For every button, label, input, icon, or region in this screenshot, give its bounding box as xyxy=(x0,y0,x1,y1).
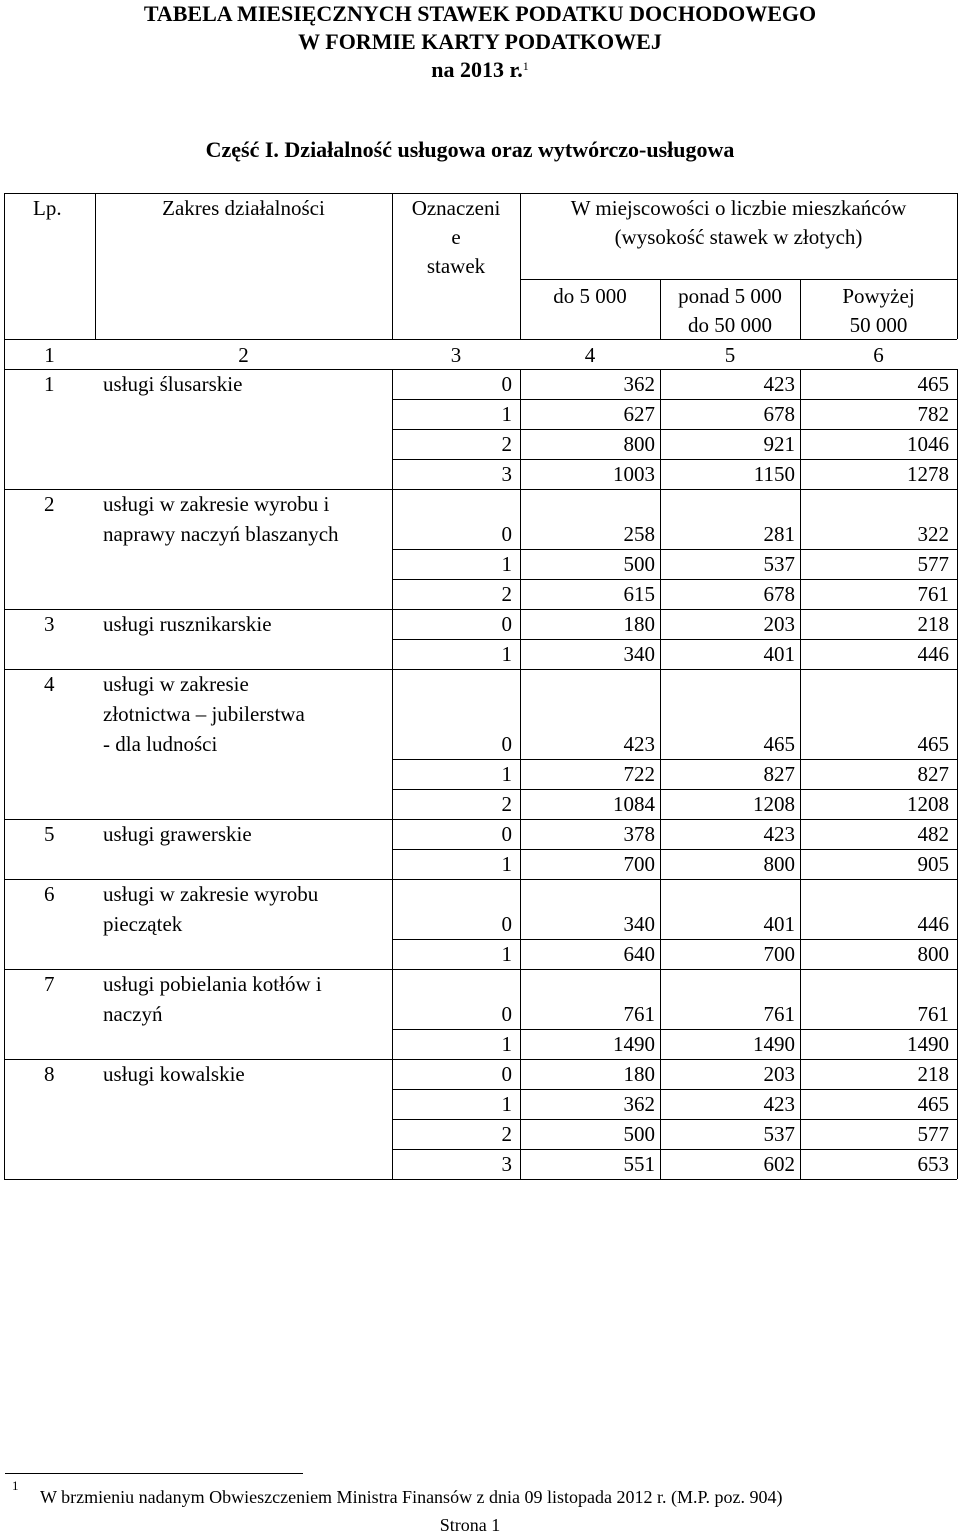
rate-value: 1490 xyxy=(753,1032,795,1056)
header-oznaczenie: e xyxy=(451,225,461,249)
rate-code: 0 xyxy=(501,372,512,396)
activity-name: usługi grawerskie xyxy=(103,822,252,846)
rate-value: 180 xyxy=(623,1062,655,1086)
table-vertical xyxy=(520,193,521,339)
rate-value: 577 xyxy=(917,552,949,576)
table-vertical xyxy=(957,369,958,489)
rate-code: 3 xyxy=(501,1152,512,1176)
table-vertical xyxy=(660,279,661,339)
rate-value: 800 xyxy=(623,432,655,456)
rate-value: 362 xyxy=(623,372,655,396)
row-lp: 4 xyxy=(44,672,55,696)
rate-value: 203 xyxy=(763,1062,795,1086)
table-vertical xyxy=(660,879,661,969)
rate-value: 465 xyxy=(917,1092,949,1116)
table-vertical xyxy=(520,1059,521,1179)
rate-code: 0 xyxy=(501,732,512,756)
rate-value: 1046 xyxy=(907,432,949,456)
table-vertical xyxy=(957,819,958,879)
header-col-b: do 50 000 xyxy=(688,313,772,337)
rate-value: 258 xyxy=(623,522,655,546)
rate-value: 615 xyxy=(623,582,655,606)
page-number: Strona 1 xyxy=(439,1515,501,1535)
rate-value: 921 xyxy=(763,432,795,456)
table-vertical xyxy=(4,1059,5,1179)
header-divider xyxy=(4,339,957,340)
table-vertical xyxy=(4,819,5,879)
title-year: na 2013 r. xyxy=(431,57,523,82)
rate-value: 423 xyxy=(623,732,655,756)
rate-value: 1003 xyxy=(613,462,655,486)
footnote-text: W brzmieniu nadanym Obwieszczeniem Ministra Finansów z dnia 09 listopada 2012 r. (M.P. poz. 904) xyxy=(40,1487,783,1507)
title-line-2: W FORMIE KARTY PODATKOWEJ xyxy=(298,29,662,54)
table-vertical xyxy=(520,609,521,669)
table-vertical xyxy=(800,609,801,669)
activity-name: usługi ślusarskie xyxy=(103,372,243,396)
activity-name: - dla ludności xyxy=(103,732,218,756)
table-vertical xyxy=(4,193,5,369)
table-vertical xyxy=(957,1059,958,1179)
rate-code: 1 xyxy=(501,1032,512,1056)
header-divider xyxy=(520,279,957,280)
header-col-a: do 5 000 xyxy=(553,284,627,308)
rate-code: 1 xyxy=(501,762,512,786)
rate-value: 653 xyxy=(917,1152,949,1176)
table-vertical xyxy=(520,489,521,609)
table-vertical xyxy=(800,819,801,879)
table-vertical xyxy=(4,669,5,819)
rate-value: 465 xyxy=(763,732,795,756)
rate-code: 2 xyxy=(501,432,512,456)
rate-value: 423 xyxy=(763,372,795,396)
header-group: (wysokość stawek w złotych) xyxy=(614,225,863,249)
table-vertical xyxy=(957,669,958,819)
rate-value: 218 xyxy=(917,612,949,636)
activity-name: pieczątek xyxy=(103,912,183,936)
rate-value: 281 xyxy=(763,522,795,546)
header-zakres: Zakres działalności xyxy=(162,196,325,220)
table-vertical xyxy=(4,609,5,669)
header-group: W miejscowości o liczbie mieszkańców xyxy=(570,196,907,220)
activity-name: usługi w zakresie xyxy=(103,672,249,696)
title-line-1: TABELA MIESIĘCZNYCH STAWEK PODATKU DOCHODOWEGO xyxy=(143,1,817,26)
rate-value: 1490 xyxy=(613,1032,655,1056)
table-vertical xyxy=(4,969,5,1059)
rate-value: 340 xyxy=(623,912,655,936)
rate-value: 482 xyxy=(917,822,949,846)
table-vertical xyxy=(95,193,96,339)
table-vertical xyxy=(800,879,801,969)
table-vertical xyxy=(957,489,958,609)
rate-value: 678 xyxy=(763,402,795,426)
rate-value: 678 xyxy=(763,582,795,606)
column-number: 5 xyxy=(724,343,736,367)
header-oznaczenie: stawek xyxy=(426,254,486,278)
column-number: 2 xyxy=(238,343,249,367)
table-vertical xyxy=(660,1059,661,1179)
rate-value: 640 xyxy=(623,942,655,966)
rate-value: 1278 xyxy=(907,462,949,486)
table-vertical xyxy=(660,969,661,1059)
rate-code: 2 xyxy=(501,792,512,816)
table-vertical xyxy=(4,879,5,969)
column-number: 3 xyxy=(450,343,462,367)
rate-value: 800 xyxy=(763,852,795,876)
table-vertical xyxy=(520,879,521,969)
rate-code: 2 xyxy=(501,582,512,606)
table-vertical xyxy=(660,669,661,819)
rate-value: 423 xyxy=(763,822,795,846)
rate-value: 1084 xyxy=(613,792,655,816)
table-vertical xyxy=(392,193,393,339)
header-col-c: Powyżej xyxy=(842,284,915,308)
rate-value: 627 xyxy=(623,402,655,426)
column-number: 4 xyxy=(584,343,596,367)
column-number: 6 xyxy=(873,343,884,367)
rate-value: 362 xyxy=(623,1092,655,1116)
activity-name: usługi w zakresie wyrobu xyxy=(103,882,319,906)
rate-code: 1 xyxy=(501,552,512,576)
header-lp: Lp. xyxy=(33,196,62,220)
rate-value: 577 xyxy=(917,1122,949,1146)
table-vertical xyxy=(520,369,521,489)
header-col-c: 50 000 xyxy=(849,313,908,337)
table-vertical xyxy=(660,369,661,489)
column-number: 1 xyxy=(44,343,55,367)
activity-name: usługi pobielania kotłów i xyxy=(103,972,322,996)
table-vertical xyxy=(660,489,661,609)
table-vertical xyxy=(957,193,958,339)
activity-name: naprawy naczyń blaszanych xyxy=(103,522,339,546)
table-vertical xyxy=(392,879,393,969)
rate-code: 0 xyxy=(501,912,512,936)
table-vertical xyxy=(392,819,393,879)
rate-code: 0 xyxy=(501,1002,512,1026)
table-vertical xyxy=(392,369,393,489)
rate-value: 761 xyxy=(623,1002,655,1026)
table-vertical xyxy=(392,669,393,819)
table-vertical xyxy=(392,1059,393,1179)
rate-value: 1490 xyxy=(907,1032,949,1056)
rate-value: 465 xyxy=(917,372,949,396)
table-vertical xyxy=(800,969,801,1059)
rate-value: 700 xyxy=(623,852,655,876)
rate-code: 1 xyxy=(501,1092,512,1116)
row-lp: 7 xyxy=(44,972,55,996)
rate-value: 537 xyxy=(763,1122,795,1146)
table-vertical xyxy=(520,669,521,819)
rate-value: 602 xyxy=(763,1152,795,1176)
rate-value: 180 xyxy=(623,612,655,636)
rate-value: 761 xyxy=(917,582,949,606)
rate-value: 423 xyxy=(763,1092,795,1116)
rate-value: 1208 xyxy=(907,792,949,816)
footnote-number: 1 xyxy=(12,1478,19,1493)
rate-value: 203 xyxy=(763,612,795,636)
activity-name: usługi kowalskie xyxy=(103,1062,245,1086)
footnote-divider xyxy=(5,1473,303,1474)
rate-value: 340 xyxy=(623,642,655,666)
table-vertical xyxy=(392,969,393,1059)
rate-value: 401 xyxy=(763,912,795,936)
rate-value: 500 xyxy=(623,552,655,576)
header-oznaczenie: Oznaczeni xyxy=(411,196,501,220)
table-vertical xyxy=(957,879,958,969)
table-top-border xyxy=(4,193,957,194)
rate-code: 0 xyxy=(501,822,512,846)
rate-code: 2 xyxy=(501,1122,512,1146)
table-vertical xyxy=(4,489,5,609)
rate-value: 465 xyxy=(917,732,949,756)
row-lp: 6 xyxy=(44,882,55,906)
footnote-reference: 1 xyxy=(522,59,529,73)
rate-value: 761 xyxy=(917,1002,949,1026)
rate-value: 446 xyxy=(917,642,949,666)
rate-value: 500 xyxy=(623,1122,655,1146)
rate-code: 0 xyxy=(501,1062,512,1086)
rate-code: 0 xyxy=(501,612,512,636)
rate-code: 1 xyxy=(501,402,512,426)
rate-value: 1150 xyxy=(753,462,795,486)
rate-value: 782 xyxy=(917,402,949,426)
rate-value: 700 xyxy=(763,942,795,966)
rate-value: 827 xyxy=(917,762,949,786)
rate-value: 401 xyxy=(763,642,795,666)
rate-value: 722 xyxy=(623,762,655,786)
table-vertical xyxy=(957,969,958,1059)
row-lp: 3 xyxy=(44,612,55,636)
table-vertical xyxy=(800,369,801,489)
row-lp: 8 xyxy=(44,1062,55,1086)
table-vertical xyxy=(800,669,801,819)
row-lp: 1 xyxy=(44,372,55,396)
activity-name: usługi w zakresie wyrobu i xyxy=(103,492,330,516)
table-vertical xyxy=(800,279,801,339)
rate-code: 1 xyxy=(501,852,512,876)
table-vertical xyxy=(660,819,661,879)
table-vertical xyxy=(392,489,393,609)
rate-value: 761 xyxy=(763,1002,795,1026)
header-col-b: ponad 5 000 xyxy=(678,284,782,308)
rate-value: 1208 xyxy=(753,792,795,816)
table-vertical xyxy=(660,609,661,669)
row-lp: 5 xyxy=(44,822,55,846)
table-vertical xyxy=(392,609,393,669)
rate-value: 800 xyxy=(917,942,949,966)
table-vertical xyxy=(520,819,521,879)
activity-name: usługi rusznikarskie xyxy=(103,612,272,636)
rate-value: 322 xyxy=(917,522,949,546)
table-vertical xyxy=(800,1059,801,1179)
rate-value: 218 xyxy=(917,1062,949,1086)
activity-name: złotnictwa – jubilerstwa xyxy=(103,702,305,726)
rate-code: 1 xyxy=(501,942,512,966)
rate-code: 1 xyxy=(501,642,512,666)
rate-value: 537 xyxy=(763,552,795,576)
activity-name: naczyń xyxy=(103,1002,163,1026)
section-heading: Część I. Działalność usługowa oraz wytwórczo-usługowa xyxy=(205,137,735,162)
rate-code: 0 xyxy=(501,522,512,546)
rate-value: 551 xyxy=(623,1152,655,1176)
rate-code: 3 xyxy=(501,462,512,486)
rate-value: 905 xyxy=(917,852,949,876)
table-vertical xyxy=(4,369,5,489)
rate-value: 446 xyxy=(917,912,949,936)
table-vertical xyxy=(957,609,958,669)
row-lp: 2 xyxy=(44,492,55,516)
rate-value: 378 xyxy=(623,822,655,846)
table-vertical xyxy=(800,489,801,609)
table-vertical xyxy=(520,969,521,1059)
rate-value: 827 xyxy=(763,762,795,786)
group-divider xyxy=(4,1179,957,1180)
